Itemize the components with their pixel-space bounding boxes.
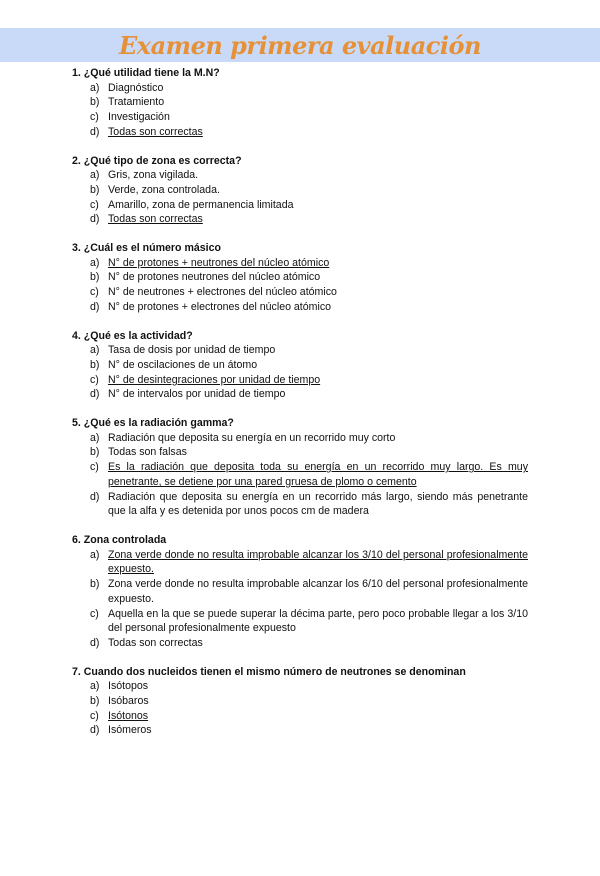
answer-option [90, 358, 528, 373]
page-title: Examen primera evaluación [119, 30, 481, 60]
answer-option [90, 387, 528, 402]
answer-option [90, 300, 528, 315]
answer-text-correct: N° de protones + neutrones del núcleo atómico [108, 256, 330, 269]
answer-letter: c) [90, 111, 99, 124]
answer-letter: c) [90, 286, 99, 299]
answer-letter: a) [90, 256, 100, 269]
answer-letter: b) [90, 96, 100, 109]
answer-text-correct: Isótonos [108, 709, 149, 722]
answer-text: Zona verde donde no resulta improbable alcanzar los 6/10 del personal profesionalmente expuesto. [108, 578, 528, 605]
answer-option [90, 198, 528, 213]
answer-letter: a) [90, 169, 100, 182]
answer-text: Verde, zona controlada. [108, 183, 220, 196]
question-title: 5. ¿Qué es la radiación gamma? [72, 417, 234, 430]
question-3 [72, 241, 528, 315]
answer-letter: b) [90, 695, 100, 708]
answer-letter: b) [90, 578, 100, 591]
question-title: 2. ¿Qué tipo de zona es correcta? [72, 154, 242, 167]
question-title: 4. ¿Qué es la actividad? [72, 329, 193, 342]
answer-text: N° de oscilaciones de un átomo [108, 358, 258, 371]
answer-text: Gris, zona vigilada. [108, 169, 199, 182]
answer-option [90, 490, 528, 519]
answer-option [90, 548, 528, 577]
answer-letter: b) [90, 446, 100, 459]
answer-option [90, 577, 528, 606]
question-title: 6. Zona controlada [72, 533, 167, 546]
answer-letter: d) [90, 636, 100, 649]
answer-letter: d) [90, 490, 100, 503]
answer-text: Todas son falsas [108, 446, 187, 459]
answer-list [72, 431, 528, 519]
answer-text: Tasa de dosis por unidad de tiempo [108, 344, 276, 357]
answer-option [90, 373, 528, 388]
answer-text: Investigación [108, 111, 170, 124]
answer-option [90, 285, 528, 300]
answer-option [90, 460, 528, 489]
question-title: 1. ¿Qué utilidad tiene la M.N? [72, 67, 220, 79]
answer-text: Isótopos [108, 680, 149, 693]
answer-letter: b) [90, 183, 100, 196]
answer-option [90, 679, 528, 694]
answer-letter: c) [90, 607, 99, 620]
answer-text-correct: Todas son correctas [108, 213, 203, 226]
answer-text: Isómeros [108, 724, 152, 737]
question-list [0, 62, 600, 738]
answer-text-correct: N° de desintegraciones por unidad de tiempo [108, 373, 321, 386]
question-2 [72, 154, 528, 228]
question-7 [72, 665, 528, 739]
answer-letter: d) [90, 724, 100, 737]
question-4 [72, 329, 528, 403]
answer-text: Radiación que deposita su energía en un recorrido más largo, siendo más penetrante que la alfa y es detenida por unos pocos cm de madera [108, 490, 528, 518]
answer-option [90, 256, 528, 271]
answer-option [90, 212, 528, 227]
answer-letter: c) [90, 373, 99, 386]
answer-text: N° de protones neutrones del núcleo atómico [108, 271, 321, 284]
answer-option [90, 723, 528, 738]
answer-letter: d) [90, 213, 100, 226]
answer-letter: a) [90, 680, 100, 693]
answer-option [90, 125, 528, 140]
answer-text-correct: Todas son correctas [108, 125, 203, 138]
answer-text: N° de protones + electrones del núcleo atómico [108, 300, 332, 313]
answer-text: N° de neutrones + electrones del núcleo atómico [108, 286, 337, 299]
answer-option [90, 183, 528, 198]
answer-letter: a) [90, 344, 100, 357]
answer-list [72, 343, 528, 402]
answer-letter: a) [90, 548, 100, 561]
answer-option [90, 168, 528, 183]
answer-letter: b) [90, 358, 100, 371]
answer-option [90, 81, 528, 96]
answer-list [72, 256, 528, 315]
question-1 [72, 66, 528, 140]
answer-letter: d) [90, 125, 100, 138]
answer-letter: b) [90, 271, 100, 284]
answer-text-correct: Es la radiación que deposita toda su energía en un recorrido muy largo. Es muy penetrante, se detiene por una pared gruesa de plomo o cemento [108, 461, 528, 488]
answer-text: Aquella en la que se puede superar la décima parte, pero poco probable llegar a los 3/10 del personal profesionalmente expuesto [108, 607, 528, 635]
answer-option [90, 694, 528, 709]
answer-option [90, 445, 528, 460]
answer-option [90, 709, 528, 724]
answer-letter: a) [90, 431, 100, 444]
question-title: 3. ¿Cuál es el número másico [72, 242, 221, 255]
answer-list [72, 548, 528, 651]
answer-letter: c) [90, 461, 99, 474]
answer-letter: d) [90, 300, 100, 313]
answer-letter: a) [90, 81, 100, 94]
answer-list [72, 679, 528, 738]
answer-text: N° de intervalos por unidad de tiempo [108, 388, 286, 401]
answer-text: Tratamiento [108, 96, 165, 109]
answer-letter: d) [90, 388, 100, 401]
answer-option [90, 110, 528, 125]
answer-option [90, 431, 528, 446]
answer-option [90, 95, 528, 110]
answer-text-correct: Zona verde donde no resulta improbable alcanzar los 3/10 del personal profesionalmente expuesto. [108, 548, 528, 576]
answer-option [90, 270, 528, 285]
answer-option [90, 636, 528, 651]
title-banner [0, 28, 600, 62]
answer-list [72, 81, 528, 140]
answer-list [72, 168, 528, 227]
question-title: 7. Cuando dos nucleidos tienen el mismo número de neutrones se denominan [72, 665, 466, 678]
answer-option [90, 607, 528, 636]
answer-text: Todas son correctas [108, 636, 203, 649]
answer-letter: c) [90, 198, 99, 211]
answer-text: Amarillo, zona de permanencia limitada [108, 198, 294, 211]
question-5 [72, 416, 528, 519]
answer-text: Diagnóstico [108, 81, 164, 94]
answer-option [90, 343, 528, 358]
answer-text: Isóbaros [108, 695, 149, 708]
answer-letter: c) [90, 709, 99, 722]
question-6 [72, 533, 528, 651]
answer-text: Radiación que deposita su energía en un recorrido muy corto [108, 431, 396, 444]
